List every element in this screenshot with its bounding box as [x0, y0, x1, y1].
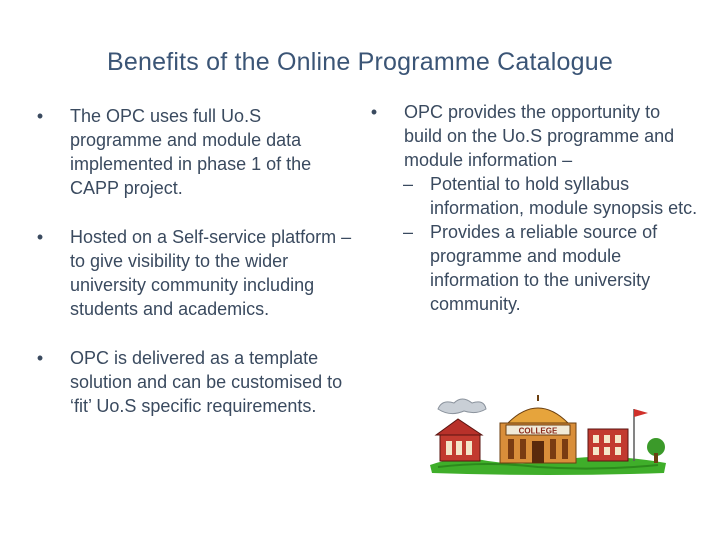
right-column [368, 100, 698, 316]
list-item [34, 104, 354, 200]
bullet-text: OPC provides the opportunity to build on the Uo.S programme and module information – [404, 102, 675, 170]
college-banner-label: COLLEGE [518, 426, 558, 436]
list-item [34, 225, 354, 321]
sub-list-item [368, 220, 698, 316]
sub-bullet-text: Provides a reliable source of programme and module information to the university community. [430, 222, 658, 314]
bullet-marker: • [36, 106, 44, 126]
left-column [34, 104, 354, 418]
bullet-text: The OPC uses full Uo.S programme and module data implemented in phase 1 of the CAPP project. [70, 106, 312, 198]
bullet-text: OPC is delivered as a template solution and can be customised to ‘fit’ Uo.S specific requirements. [70, 348, 343, 416]
bullet-text: Hosted on a Self-service platform – to give visibility to the wider university community including students and academics. [70, 227, 352, 319]
bullet-marker: • [36, 348, 44, 368]
left-bullet-list [34, 104, 354, 418]
college-campus-icon [428, 395, 668, 475]
bullet-marker: • [36, 227, 44, 247]
list-item [34, 346, 354, 418]
slide-title: Benefits of the Online Programme Catalogue [107, 48, 613, 76]
sub-bullet-list [368, 172, 698, 316]
sub-bullet-text: Potential to hold syllabus information, module synopsis etc. [430, 174, 698, 218]
sub-bullet-marker: – [402, 174, 413, 194]
bullet-marker: • [370, 102, 378, 122]
list-item [368, 100, 698, 172]
right-bullet-list [368, 100, 698, 172]
sub-list-item [368, 172, 698, 220]
sub-bullet-marker: – [402, 222, 413, 242]
